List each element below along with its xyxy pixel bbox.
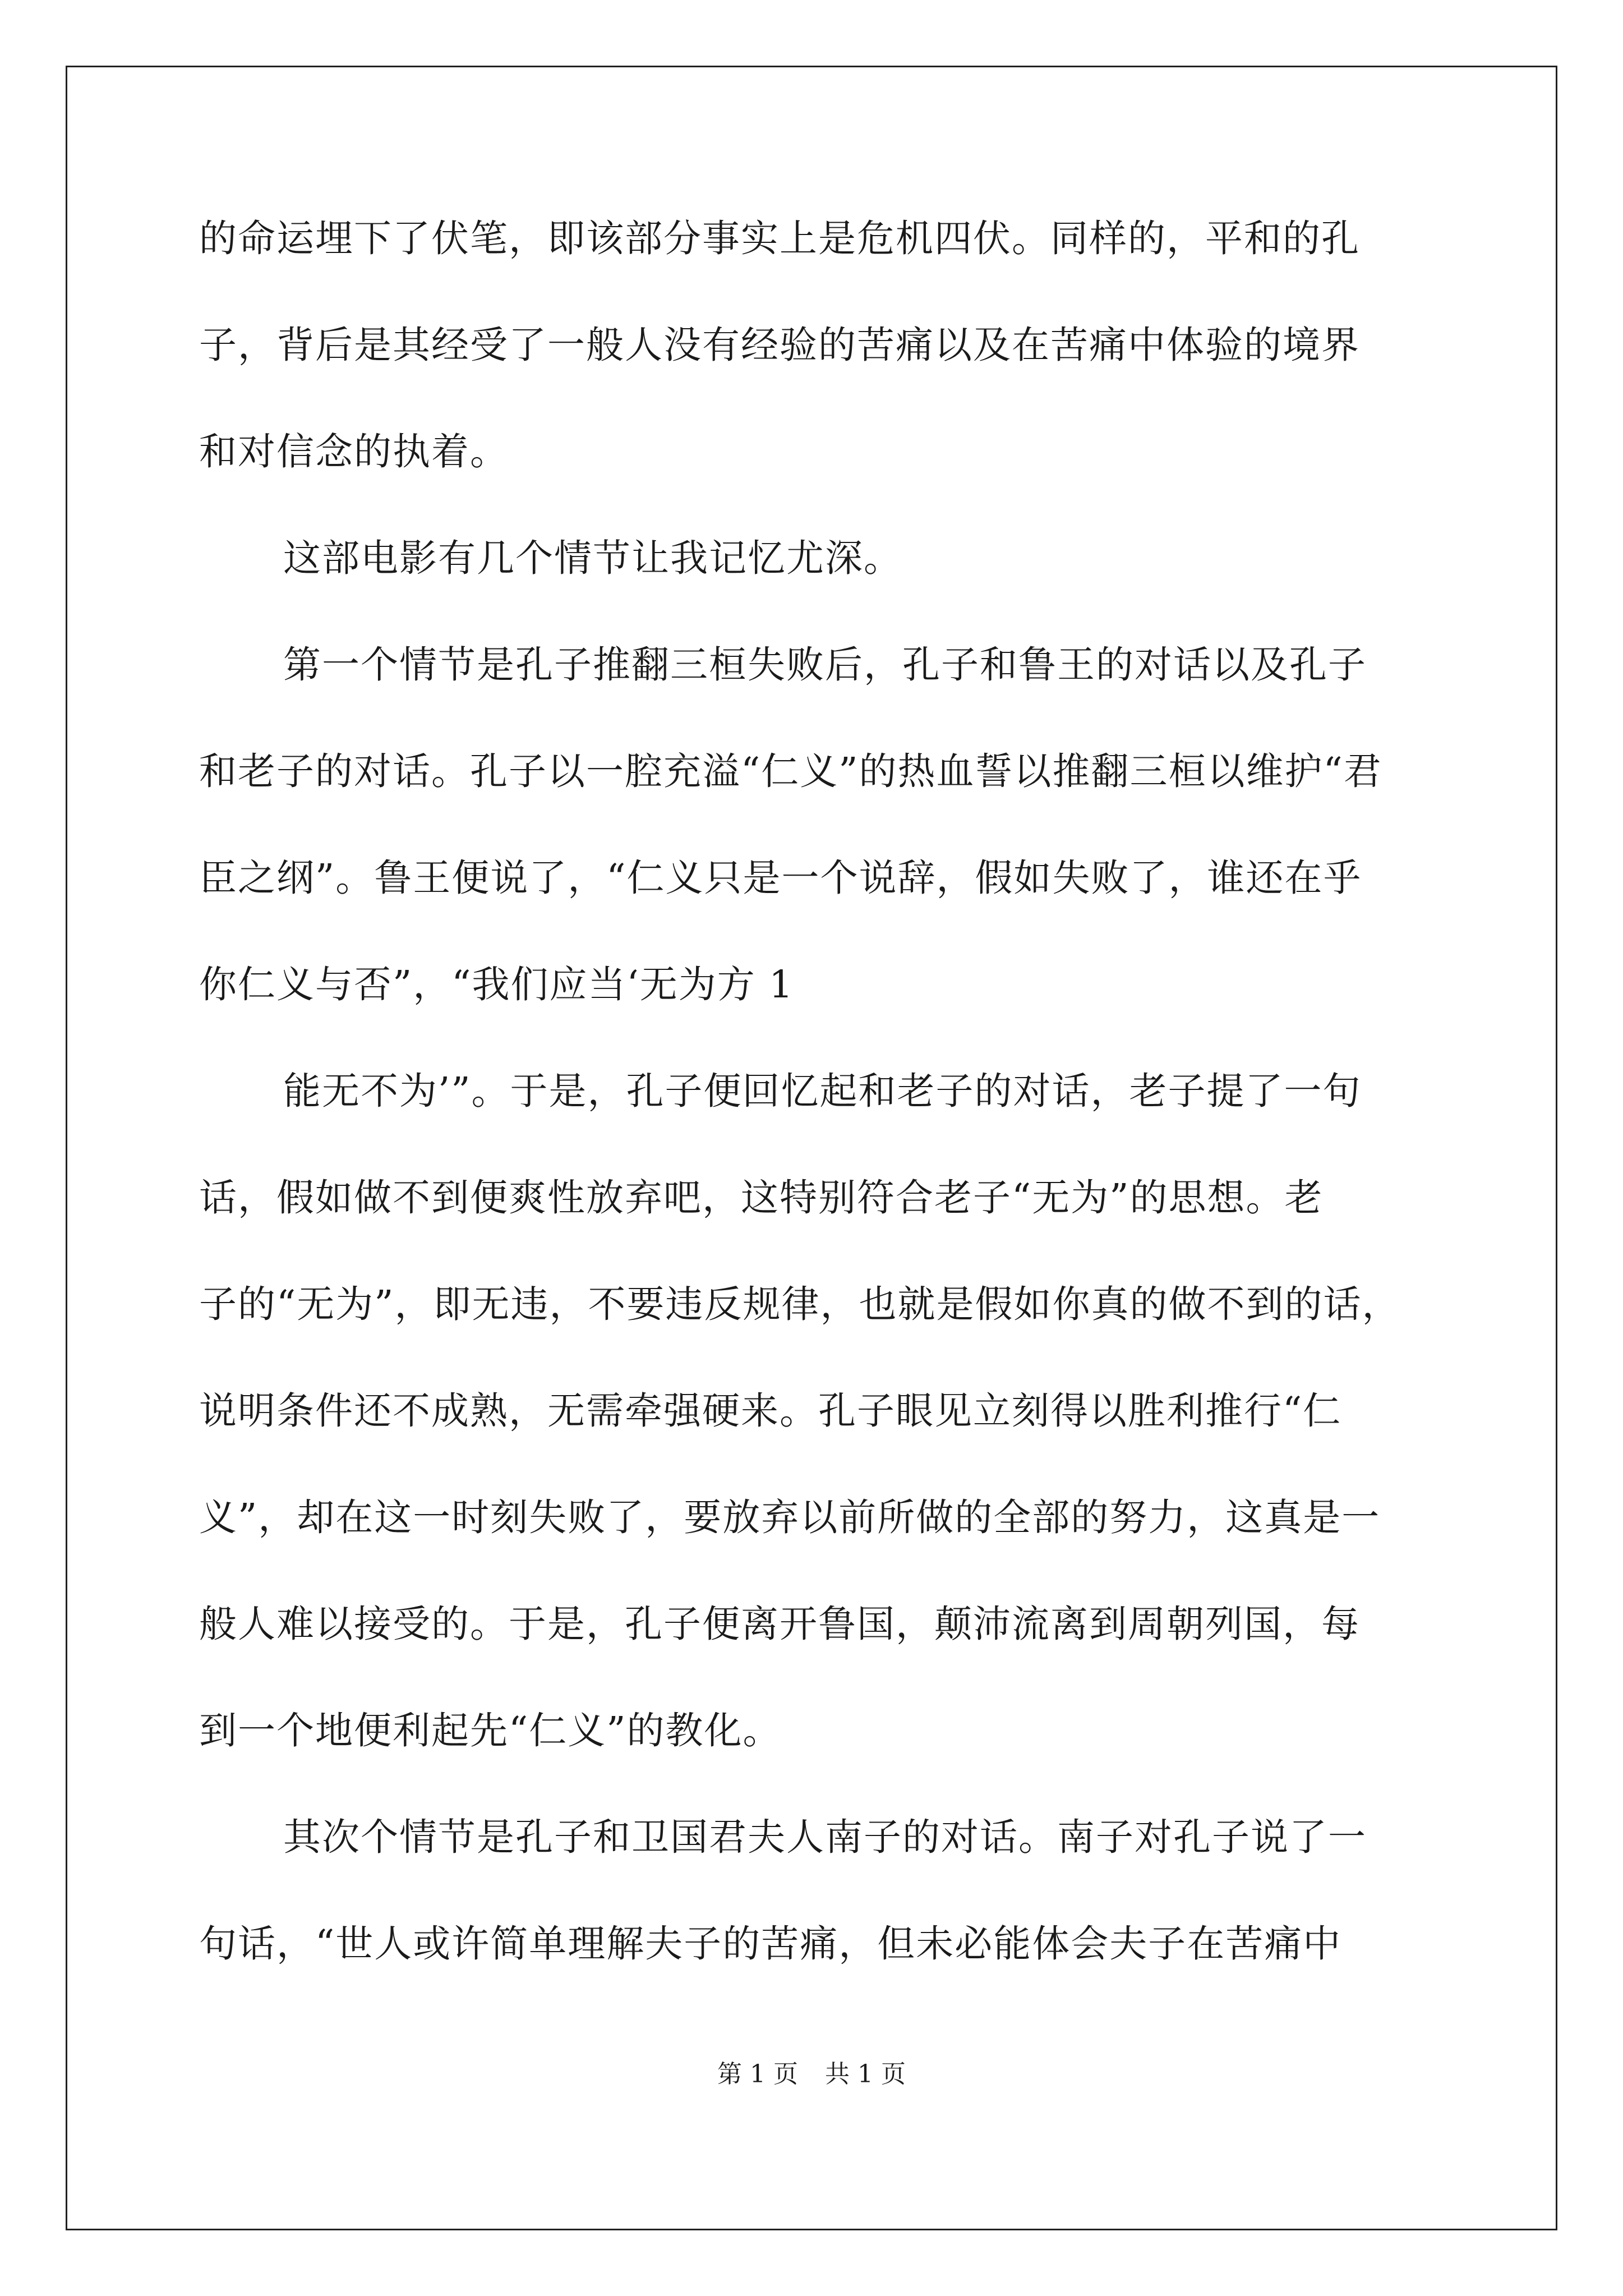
document-body [199, 210, 1455, 2022]
text-line: 和老子的对话。孔子以一腔充溢“仁义”的热血誓以推翻三桓以维护“君 [199, 749, 1382, 793]
page-number: 第 1 页 [717, 2060, 798, 2088]
text-line: 臣之纲”。鲁王便说了，“仁义只是一个说辞，假如失败了，谁还在乎 [199, 856, 1362, 900]
text-line: 般人难以接受的。于是，孔子便离开鲁国，颠沛流离到周朝列国，每 [199, 1602, 1360, 1646]
text-line: 和对信念的执着。 [199, 430, 509, 473]
text-line: 子的“无为”，即无违，不要违反规律，也就是假如你真的做不到的话， [199, 1282, 1401, 1326]
page-total: 共 1 页 [825, 2060, 906, 2088]
text-line: 到一个地便利起先“仁义”的教化。 [199, 1709, 782, 1752]
text-line: 句话，“世人或许简单理解夫子的苦痛，但未必能体会夫子在苦痛中 [199, 1922, 1342, 1966]
text-line: 说明条件还不成熟，无需牵强硬来。孔子眼见立刻得以胜利推行“仁 [199, 1389, 1342, 1433]
text-line: 义”，却在这一时刻失败了，要放弃以前所做的全部的努力，这真是一 [199, 1496, 1381, 1539]
text-line: 话，假如做不到便爽性放弃吧，这特别符合老子“无为”的思想。老 [199, 1176, 1324, 1220]
text-line: 这部电影有几个情节让我记忆尤深。 [283, 536, 902, 580]
text-line: 子，背后是其经受了一般人没有经验的苦痛以及在苦痛中体验的境界 [199, 323, 1360, 367]
text-line: 的命运埋下了伏笔，即该部分事实上是危机四伏。同样的，平和的孔 [199, 217, 1360, 260]
text-line: 第一个情节是孔子推翻三桓失败后，孔子和鲁王的对话以及孔子 [283, 643, 1367, 687]
text-line: 其次个情节是孔子和卫国君夫人南子的对话。南子对孔子说了一 [283, 1815, 1367, 1859]
text-line: 能无不为’”。于是，孔子便回忆起和老子的对话，老子提了一句 [283, 1069, 1362, 1113]
page-footer [0, 2058, 1623, 2091]
text-line: 你仁义与否”，“我们应当‘无为方 1 [199, 963, 794, 1006]
